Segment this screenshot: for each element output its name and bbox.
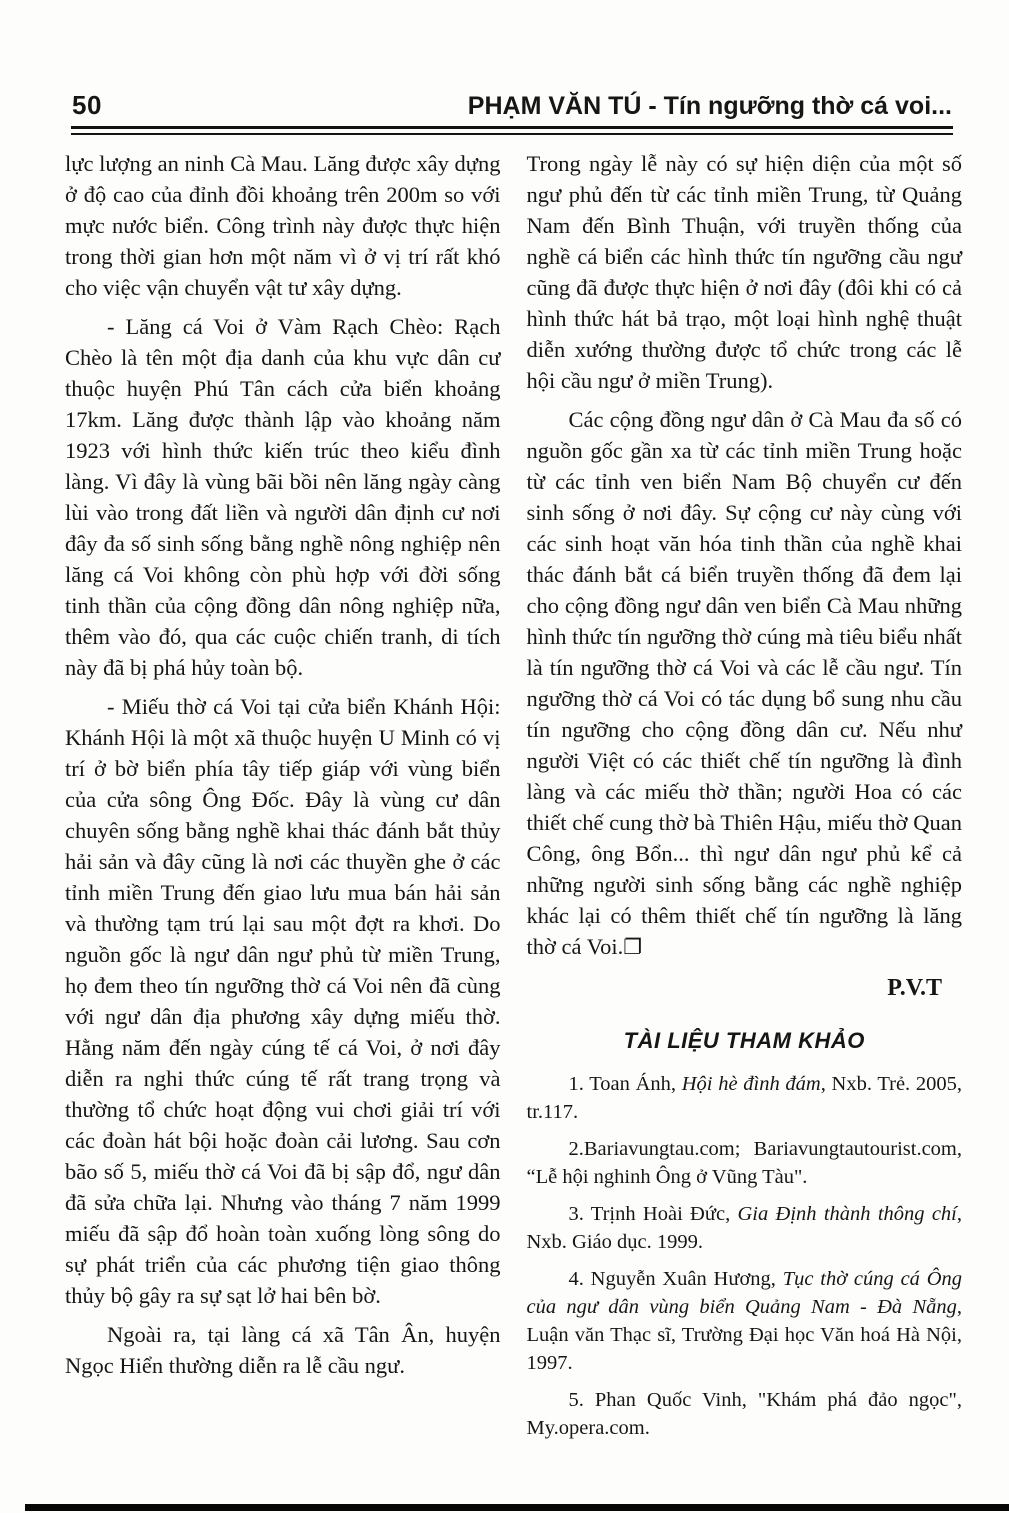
left-column <box>65 148 501 1451</box>
right-column <box>527 148 963 1451</box>
reference-item <box>527 1135 963 1191</box>
paragraph: Trong ngày lễ này có sự hiện diện của một số ngư phủ đến từ các tỉnh miền Trung, từ Quảng Nam đến Bình Thuận, với truyền thống của nghề cá biển các hình thức tín ngưỡng cầu ngư cũng đã được thực hiện ở nơi đây (đôi khi có cả hình thức hát bả trạo, một loại hình nghệ thuật diễn xướng thường được tổ chức trong các lễ hội cầu ngư ở miền Trung). <box>526 151 962 393</box>
reference-title: Tục thờ cúng cá Ông của ngư dân vùng biển Quảng Nam - Đà Nẵng <box>526 1268 963 1318</box>
paragraph: - Miếu thờ cá Voi tại cửa biển Khánh Hội: Khánh Hội là một xã thuộc huyện U Minh có vị trí ở bờ biển phía tây tiếp giáp với vùng biển của cửa sông Ông Đốc. Đây là vùng cư dân chuyên sống bằng nghề khai thác đánh bắt thủy hải sản và đây cũng là nơi các thuyền ghe ở các tỉnh miền Trung đến giao lưu mua bán hải sản và thường tạm trú lại sau một đợt ra khơi. Do nguồn gốc là ngư dân ngư phủ từ miền Trung, họ đem theo tín ngưỡng thờ cá Voi nên đã cùng với ngư dân địa phương xây dựng miếu thờ. Hằng năm đến ngày cúng tế cá Voi, ở nơi đây diễn ra nghi thức cúng tế rất trang trọng và thường tổ chức hoạt động vui chơi giải trí với các đoàn hát bội hoặc đoàn cải lương. Sau cơn bão số 5, miếu thờ cá Voi đã bị sập đổ, ngư dân đã sửa chữa lại. Nhưng vào tháng 7 năm 1999 miếu đã sập đổ hoàn toàn xuống lòng sông do sự phát triển của các phương tiện giao thông thủy bộ gây ra sự sạt lở hai bên bờ. <box>65 694 501 1308</box>
end-of-article-marker-icon: ❐ <box>623 935 643 959</box>
article-body <box>65 148 962 1451</box>
page-bottom-rule <box>25 1504 1009 1511</box>
reference-text: , Nxb. Trẻ. 2005, tr.117. <box>526 1073 962 1123</box>
header-rule <box>71 126 953 135</box>
paragraph <box>527 404 963 963</box>
reference-item <box>527 1070 963 1126</box>
reference-title: Hội hè đình đám <box>681 1073 821 1095</box>
reference-text: , Luận văn Thạc sĩ, Trường Đại học Văn hoá Hà Nội, 1997. <box>526 1296 962 1374</box>
reference-item <box>527 1386 963 1442</box>
references-heading: TÀI LIỆU THAM KHẢO <box>623 1028 865 1053</box>
reference-text: 1. Toan Ánh, <box>568 1073 682 1095</box>
page-number: 50 <box>72 90 102 120</box>
paragraph: Ngoài ra, tại làng cá xã Tân Ân, huyện Ngọc Hiển thường diễn ra lễ cầu ngư. <box>65 1322 501 1378</box>
author-initials: P.V.T <box>887 975 942 1001</box>
reference-text: , Nxb. Giáo dục. 1999. <box>526 1203 962 1253</box>
reference-item <box>527 1265 963 1377</box>
reference-text: 3. Trịnh Hoài Đức, <box>568 1203 738 1225</box>
reference-text: 5. Phan Quốc Vinh, "Khám phá đảo ngọc", My.opera.com. <box>526 1389 962 1439</box>
page-header <box>72 90 952 121</box>
paragraph: - Lăng cá Voi ở Vàm Rạch Chèo: Rạch Chèo là tên một địa danh của khu vực dân cư thuộc huyện Phú Tân cách cửa biển khoảng 17km. Lăng được thành lập vào khoảng năm 1923 với hình thức kiến trúc theo kiểu đình làng. Vì đây là vùng bãi bồi nên lăng ngày càng lùi vào trong đất liền và người dân định cư nơi đây đa số sinh sống bằng nghề nông nghiệp nên lăng cá Voi không còn phù hợp với đời sống tinh thần của cộng đồng dân nông nghiệp nữa, thêm vào đó, qua các cuộc chiến tranh, di tích này đã bị phá hủy toàn bộ. <box>65 314 501 680</box>
paragraph-text: Các cộng đồng ngư dân ở Cà Mau đa số có nguồn gốc gần xa từ các tỉnh miền Trung hoặc từ các tỉnh ven biển Nam Bộ chuyển cư đến sinh sống ở nơi đây. Sự cộng cư này cùng với các sinh hoạt văn hóa tinh thần của nghề khai thác đánh bắt cá biển truyền thống đã đem lại cho cộng đồng ngư dân ven biển Cà Mau những hình thức tín ngưỡng thờ cúng mà tiêu biểu nhất là tín ngưỡng thờ cá Voi và các lễ cầu ngư. Tín ngưỡng thờ cá Voi có tác dụng bổ sung nhu cầu tín ngưỡng cho cộng đồng dân cư. Nếu như người Việt có các thiết chế tín ngưỡng là đình làng và các miếu thờ thần; người Hoa có các thiết chế cung thờ bà Thiên Hậu, miếu thờ Quan Công, ông Bổn... thì ngư dân ngư phủ kể cả những người sinh sống bằng các nghề nghiệp khác lại có thêm thiết chế tín ngưỡng là lăng thờ cá Voi. <box>526 407 962 959</box>
paragraph: lực lượng an ninh Cà Mau. Lăng được xây dựng ở độ cao của đỉnh đồi khoảng trên 200m so với mực nước biển. Công trình này được thực hiện trong thời gian hơn một năm vì ở vị trí rất khó cho việc vận chuyển vật tư xây dựng. <box>65 151 501 300</box>
reference-text: 4. Nguyễn Xuân Hương, <box>568 1268 783 1290</box>
reference-title: Gia Định thành thông chí <box>737 1203 957 1225</box>
reference-item <box>527 1200 963 1256</box>
reference-text: 2.Bariavungtau.com; Bariavungtautourist.com, “Lễ hội nghinh Ông ở Vũng Tàu". <box>526 1138 962 1188</box>
running-title: PHẠM VĂN TÚ - Tín ngưỡng thờ cá voi... <box>467 92 952 120</box>
